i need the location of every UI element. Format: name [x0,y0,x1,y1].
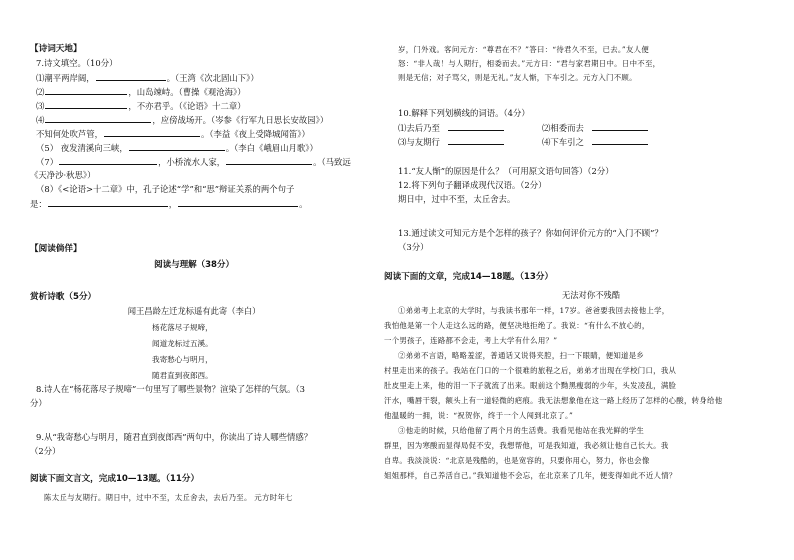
article-line: 肚皮里走上来，他的泪一下子就流了出来。眼前这个黝黑瘦弱的少年，头发凌乱，满脸 [384,381,677,390]
article-line: 汗水，嘴唇干裂，额头上有一道轻微的疤痕。我无法想象他在这一路上经历了怎样的心酸，转身给他 [384,396,723,405]
q8-text: 8.诗人在“杨花落尽子规啼”一句里写了哪些景物？渲染了怎样的气氛。（3 [36,384,305,394]
q7-3-num: ⑶ [36,101,45,111]
poem-line: 随君直到夜郎西。 [152,371,213,380]
poem-line: 我寄愁心与明月， [152,355,213,364]
q7-item-8-cont [30,198,308,210]
q9-text-cont: （2分） [30,446,61,456]
q12-text: 12.将下列句子翻译成现代汉语。（2分） [398,180,547,190]
classical-cont-line: 岁，门外戏。客问元方：“尊君在不？”答曰：“待君久不至，已去。”友人便 [398,45,650,54]
article-line: 他温暖的一拥，说：“祝贺你，终于一个人闯到北京了。” [384,411,574,420]
q7-item-7 [36,156,351,168]
article-line: 姐姐那样，自己养活自己。”我知道他不会忘，在北京来了几年，便变得如此不近人情？ [384,471,677,480]
poem-title: 闻王昌龄左迁龙标遥有此寄（李白） [127,306,261,316]
q7-item-2 [36,86,246,98]
article-title: 无法对你不残酷 [561,290,621,300]
q7-4-text: ，应傍战场开。（岑参《行军九日思长安故园》） [152,115,329,125]
q9-text: 9.从“我寄愁心与明月，随君直到夜郎西”两句中，你读出了诗人哪些情感？ [36,432,313,442]
classical-heading: 阅读下面文言文，完成10—13题。（11分） [30,474,200,484]
q7-2-num: ⑵ [36,87,45,97]
article-line: ③他走的时候，只给他留了两个月的生活费。我看见他站在我光鲜的学生 [398,426,645,435]
answer-blank[interactable] [45,86,127,95]
q10-item-2 [542,122,649,134]
classical-cont-line: 则是无信；对子骂父，则是无礼。”友人惭，下车引之。元方入门不顾。 [398,73,637,82]
q7-item-8: （8）《<论语>十二章》中，孔子论述“学”和“思”辩证关系的两个句子 [36,184,295,194]
q7-4-num: ⑷ [36,115,45,125]
q7-1-text: ⑴潮平两岸阔， [36,73,95,83]
q7-8-comma: ， [168,199,178,209]
reading-section-title: 【阅读倘佯】 [30,244,82,254]
q7-item-5 [36,128,310,140]
q10-1-word: ⑴去后乃至 [398,123,440,133]
q7-5-text: 不知何处吹芦管， [36,129,103,139]
q7-2-text: ，山岛竦峙。（曹操《观沧海》） [128,87,246,97]
q7-5-source: 。（李益《夜上受降城闻笛》） [201,129,310,139]
modern-reading-heading: 阅读下面的文章，完成14—18题。（13分） [384,272,554,282]
answer-blank[interactable] [178,198,298,207]
q10-item-4 [542,136,649,148]
q7-3-text: ，不亦君乎。（《论语》十二章） [128,101,246,111]
answer-blank[interactable] [448,136,504,145]
answer-blank[interactable] [129,142,225,151]
article-line: 一个男孩子，连路都不会走，考上大学有什么用？” [384,336,558,345]
q7-item-7-cont: 《天净沙·秋思》） [30,170,96,180]
poem-line: 闻道龙标过五溪。 [152,339,213,348]
article-line: 群里，因为寒酸而显得局促不安，我想帮他，可是我知道，我必须让他自己长大。我 [384,441,669,450]
q12-sentence: 期日中，过中不至，太丘舍去。 [398,194,516,204]
q7-6-text: （5） 夜发清溪向三峡， [36,143,128,153]
answer-blank[interactable] [45,114,151,123]
answer-blank[interactable] [592,136,648,145]
q10-text: 10.解释下列划横线的词语。（4分） [398,108,530,118]
q7-8-end: 。 [299,199,308,209]
answer-blank[interactable] [48,198,168,207]
answer-blank[interactable] [592,122,648,131]
q7-1-source: 。（王湾《次北固山下》） [166,73,259,83]
q7-intro: 7.诗文填空。（10分） [36,58,118,68]
article-line: 自卑。我淡淡说：“北京是残酷的，也是宽容的，只要你用心，努力，你也会像 [384,456,650,465]
q10-3-word: ⑶与友期行 [398,137,440,147]
reading-heading: 阅读与理解（38分） [154,260,234,270]
q10-item-1 [398,122,505,134]
q7-7-source: 。（马致远 [313,157,351,167]
q10-item-3 [398,136,505,148]
answer-blank[interactable] [104,128,200,137]
answer-blank[interactable] [59,156,157,165]
answer-blank[interactable] [448,122,504,131]
q8-text-cont: 分） [30,398,47,408]
q7-item-4 [36,114,328,126]
appreciation-title: 赏析诗歌（5分） [30,292,97,302]
q13-text: 13.通过读文可知元方是个怎样的孩子？你如何评价元方的“入门不顾”？ [398,228,663,238]
poetry-section-title: 【诗词天地】 [30,44,82,54]
article-line: 我怕他是第一个人走这么远的路，便坚决地拒绝了。我说：“有什么不放心的， [384,321,650,330]
classical-text: 陈太丘与友期行。期日中，过中不至，太丘舍去，去后乃至。 元方时年七 [44,493,293,502]
article-line: 村里走出来的孩子。我站在门口的一个很难的旅程之后，弟弟才出现在学校门口，我从 [384,366,677,375]
q13-text-cont: （3分） [398,242,429,252]
q7-7-num: （7） [36,157,59,167]
q7-6-source: 。（李白《峨眉山月歌》） [225,143,318,153]
answer-blank[interactable] [45,100,127,109]
q10-4-word: ⑷下车引之 [542,137,584,147]
answer-blank[interactable] [96,72,166,81]
classical-cont-line: 怒：“非人哉！与人期行，相委而去。”元方曰：“君与家君期日中。日中不至， [398,59,661,68]
q7-item-3 [36,100,246,112]
q7-item-1 [36,72,259,84]
article-line: ①弟弟考上北京的大学时，与我读书那年一样，17岁。爸爸要我回去接他上学， [398,306,670,315]
article-line: ②弟弟不言语，略略羞涩，普通话又说得夹腔，扫一下眼睛，便知道是乡 [398,351,645,360]
answer-blank[interactable] [226,156,312,165]
q10-2-word: ⑵相委而去 [542,123,584,133]
q7-8-label: 是： [30,199,47,209]
poem-line: 杨花落尽子规啼， [152,323,213,332]
q7-item-6 [36,142,318,154]
q11-text: 11.“友人惭”的原因是什么？（可用原文语句回答）（2分） [398,166,614,176]
q7-7-text: ，小桥流水人家， [158,157,226,167]
